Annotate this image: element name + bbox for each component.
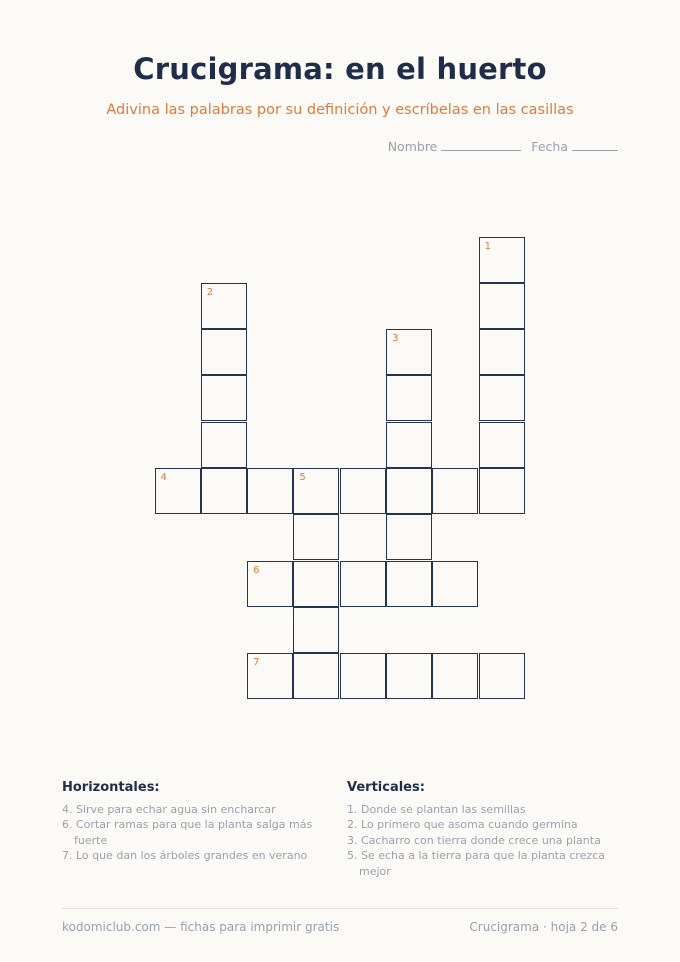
clue-vertical-3: 3. Cacharro con tierra donde crece una planta <box>347 833 601 847</box>
page-subtitle: Adivina las palabras por su definición y escríbelas en las casillas <box>106 102 574 118</box>
clue-vertical-5: 5. Se echa a la tierra para que la planta crezca mejor <box>347 849 605 878</box>
clue-number: 3 <box>392 333 399 345</box>
crossword-cell[interactable] <box>479 375 525 421</box>
crossword-cell[interactable] <box>432 653 478 699</box>
crossword-cell[interactable] <box>201 329 247 375</box>
clue-number: 6 <box>253 564 260 576</box>
date-field[interactable] <box>531 139 618 154</box>
name-field[interactable] <box>388 139 522 154</box>
crossword-cell[interactable] <box>247 468 293 514</box>
clue-number: 4 <box>160 472 167 483</box>
crossword-cell[interactable] <box>386 514 432 560</box>
crossword-cell[interactable] <box>293 653 339 699</box>
crossword-cell[interactable] <box>155 468 201 514</box>
crossword-cell[interactable] <box>386 422 432 468</box>
horizontal-clues <box>62 780 334 864</box>
crossword-cell[interactable] <box>386 653 432 699</box>
crossword-cell[interactable] <box>201 283 247 329</box>
crossword-cell[interactable] <box>479 329 525 375</box>
clue-horizontal-7: 7. Lo que dan los árboles grandes en verano <box>62 849 308 862</box>
footer-right-text: Crucigrama · hoja 2 de 6 <box>469 920 618 934</box>
name-date-fields <box>388 139 618 154</box>
crossword-cell[interactable] <box>293 561 339 607</box>
crossword-cell[interactable] <box>201 468 247 514</box>
crossword-cell[interactable] <box>479 653 525 699</box>
footer-divider <box>62 908 618 909</box>
date-label: Fecha <box>531 139 569 154</box>
crossword-cell[interactable] <box>479 422 525 468</box>
clue-number: 7 <box>253 657 260 669</box>
crossword-cell[interactable] <box>479 237 525 283</box>
vertical-clues-heading: Verticales: <box>347 780 425 795</box>
clue-number: 5 <box>299 472 306 483</box>
clue-horizontal-4: 4. Sirve para echar agua sin encharcar <box>62 802 276 816</box>
crossword-cell[interactable] <box>247 561 293 607</box>
crossword-cell[interactable] <box>479 283 525 329</box>
clue-horizontal-6: 6. Cortar ramas para que la planta salga más fuerte <box>62 818 313 847</box>
crossword-cell[interactable] <box>340 653 386 699</box>
crossword-cell[interactable] <box>386 375 432 421</box>
crossword-cell[interactable] <box>386 561 432 607</box>
vertical-clues <box>347 780 622 879</box>
crossword-cell[interactable] <box>201 375 247 421</box>
clue-number: 1 <box>484 240 491 252</box>
footer-left-text: kodomiclub.com — fichas para imprimir gratis <box>62 920 340 934</box>
date-blank-line <box>572 139 618 151</box>
crossword-cell[interactable] <box>386 468 432 514</box>
clue-vertical-1: 1. Donde se plantan las semillas <box>347 802 526 816</box>
crossword-cell[interactable] <box>247 653 293 699</box>
clue-number: 2 <box>206 286 214 298</box>
crossword-cell[interactable] <box>479 468 525 514</box>
crossword-cell[interactable] <box>432 468 478 514</box>
crossword-cell[interactable] <box>386 329 432 375</box>
crossword-cell[interactable] <box>340 468 386 514</box>
page-title: Crucigrama: en el huerto <box>133 52 547 86</box>
crossword-cell[interactable] <box>293 468 339 514</box>
clue-vertical-2: 2. Lo primero que asoma cuando germina <box>347 818 578 831</box>
name-label: Nombre <box>387 139 438 154</box>
name-blank-line <box>441 139 521 151</box>
crossword-cell[interactable] <box>293 607 339 653</box>
crossword-cell[interactable] <box>293 514 339 560</box>
horizontal-clues-heading: Horizontales: <box>62 780 160 795</box>
crossword-cell[interactable] <box>340 561 386 607</box>
crossword-cell[interactable] <box>201 422 247 468</box>
crossword-cell[interactable] <box>432 561 478 607</box>
